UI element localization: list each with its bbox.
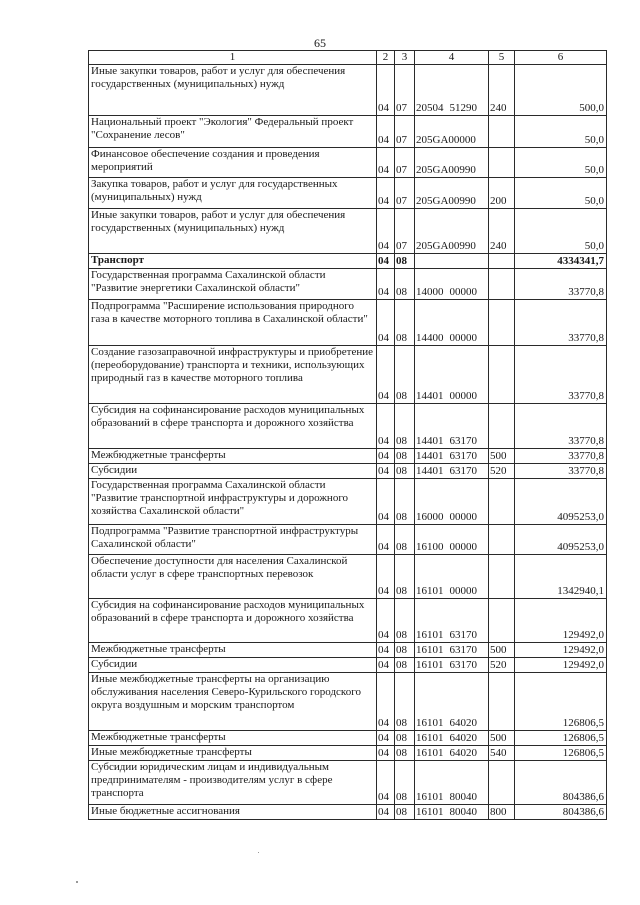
target-article-program-code: 205GA00990: [416, 164, 476, 176]
row-amount-cell: 50,0: [515, 209, 607, 254]
row-subsection-cell: 08: [395, 555, 415, 599]
row-target-article-cell: [415, 346, 489, 404]
target-article-direction-code: 63170: [449, 450, 477, 462]
row-expense-type-cell: [489, 254, 515, 269]
row-amount-cell: 804386,6: [515, 805, 607, 820]
row-name-cell: Иные бюджетные ассигнования: [89, 805, 377, 820]
row-target-article-cell: [415, 65, 489, 116]
table-row: [89, 555, 607, 599]
row-amount-cell: 126806,5: [515, 731, 607, 746]
row-name-cell: Иные закупки товаров, работ и услуг для обеспечения государственных (муниципальных) нужд: [89, 65, 377, 116]
row-expense-type-cell: 500: [489, 731, 515, 746]
target-article-program-code: 14401: [416, 390, 444, 402]
budget-table-body: [89, 51, 607, 820]
row-amount-cell: 4095253,0: [515, 525, 607, 555]
target-article-program-code: 16101: [416, 659, 444, 671]
header-cell-expense-type: 5: [489, 51, 515, 65]
target-article-program-code: 16101: [416, 732, 444, 744]
table-row: [89, 673, 607, 731]
row-target-article-cell: [415, 300, 489, 346]
row-target-article-cell: [415, 599, 489, 643]
target-article-program-code: 205GA00990: [416, 240, 476, 252]
row-expense-type-cell: [489, 148, 515, 178]
target-article-direction-code: 00000: [449, 390, 477, 402]
row-subsection-cell: 07: [395, 116, 415, 148]
row-name-cell: Субсидия на софинансирование расходов муниципальных образований в сфере транспорта и дорожного хозяйства: [89, 404, 377, 449]
row-subsection-cell: 08: [395, 404, 415, 449]
table-row: [89, 116, 607, 148]
row-name-cell: Подпрограмма "Расширение использования природного газа в качестве моторного топлива в Сахалинской области": [89, 300, 377, 346]
row-expense-type-cell: [489, 479, 515, 525]
row-target-article-cell: [415, 643, 489, 658]
scan-speck: [76, 881, 78, 883]
row-target-article-cell: [415, 269, 489, 300]
row-section-cell: 04: [377, 731, 395, 746]
row-name-cell: Межбюджетные трансферты: [89, 731, 377, 746]
table-row: [89, 178, 607, 209]
table-row: [89, 479, 607, 525]
target-article-program-code: 14000: [416, 286, 444, 298]
row-name-cell: Межбюджетные трансферты: [89, 449, 377, 464]
row-section-cell: 04: [377, 525, 395, 555]
row-name-cell: Иные межбюджетные трансферты на организацию обслуживания населения Северо-Курильского городского округа воздушным и морским транспортом: [89, 673, 377, 731]
row-section-cell: 04: [377, 479, 395, 525]
header-cell-subsection: 3: [395, 51, 415, 65]
target-article-program-code: 16101: [416, 644, 444, 656]
target-article-direction-code: 63170: [449, 644, 477, 656]
row-expense-type-cell: [489, 525, 515, 555]
row-expense-type-cell: 240: [489, 209, 515, 254]
row-target-article-cell: [415, 805, 489, 820]
row-subsection-cell: 08: [395, 525, 415, 555]
table-row: [89, 148, 607, 178]
row-expense-type-cell: 200: [489, 178, 515, 209]
target-article-direction-code: 64020: [449, 717, 477, 729]
row-subsection-cell: 08: [395, 300, 415, 346]
row-target-article-cell: [415, 404, 489, 449]
target-article-direction-code: 51290: [449, 102, 477, 114]
row-section-cell: 04: [377, 209, 395, 254]
row-target-article-cell: [415, 658, 489, 673]
row-amount-cell: 50,0: [515, 148, 607, 178]
target-article-direction-code: 00000: [449, 541, 477, 553]
row-expense-type-cell: [489, 404, 515, 449]
row-section-cell: 04: [377, 65, 395, 116]
target-article-program-code: 20504: [416, 102, 444, 114]
row-expense-type-cell: 520: [489, 464, 515, 479]
target-article-program-code: 16101: [416, 585, 444, 597]
row-section-cell: 04: [377, 599, 395, 643]
row-name-cell: Финансовое обеспечение создания и проведения мероприятий: [89, 148, 377, 178]
target-article-direction-code: 63170: [449, 465, 477, 477]
row-subsection-cell: 08: [395, 761, 415, 805]
target-article-program-code: 16101: [416, 806, 444, 818]
table-row: [89, 464, 607, 479]
row-section-cell: 04: [377, 254, 395, 269]
row-expense-type-cell: [489, 761, 515, 805]
table-row: [89, 599, 607, 643]
scan-speck: [258, 852, 259, 853]
row-expense-type-cell: 500: [489, 449, 515, 464]
table-row: [89, 300, 607, 346]
row-section-cell: 04: [377, 449, 395, 464]
target-article-direction-code: 63170: [449, 659, 477, 671]
table-row: [89, 658, 607, 673]
row-subsection-cell: 08: [395, 746, 415, 761]
row-amount-cell: 1342940,1: [515, 555, 607, 599]
target-article-direction-code: 64020: [449, 747, 477, 759]
table-row: [89, 731, 607, 746]
row-section-cell: 04: [377, 761, 395, 805]
target-article-program-code: 16101: [416, 791, 444, 803]
target-article-program-code: 16000: [416, 511, 444, 523]
row-amount-cell: 33770,8: [515, 449, 607, 464]
row-amount-cell: 500,0: [515, 65, 607, 116]
row-expense-type-cell: [489, 116, 515, 148]
table-row: [89, 449, 607, 464]
row-amount-cell: 33770,8: [515, 346, 607, 404]
row-section-cell: 04: [377, 300, 395, 346]
row-subsection-cell: 08: [395, 479, 415, 525]
row-name-cell: Межбюджетные трансферты: [89, 643, 377, 658]
table-row: [89, 761, 607, 805]
row-name-cell: Создание газозаправочной инфраструктуры и приобретение (переоборудование) транспорта и техники, использующих природный газ в качестве моторного топлива: [89, 346, 377, 404]
row-section-cell: 04: [377, 269, 395, 300]
row-section-cell: 04: [377, 805, 395, 820]
row-amount-cell: 33770,8: [515, 404, 607, 449]
row-subsection-cell: 08: [395, 254, 415, 269]
row-amount-cell: 4334341,7: [515, 254, 607, 269]
row-name-cell: Субсидии: [89, 464, 377, 479]
row-name-cell: Субсидия на софинансирование расходов муниципальных образований в сфере транспорта и дорожного хозяйства: [89, 599, 377, 643]
row-expense-type-cell: [489, 555, 515, 599]
header-cell-target-article: 4: [415, 51, 489, 65]
row-name-cell: Иные закупки товаров, работ и услуг для обеспечения государственных (муниципальных) нужд: [89, 209, 377, 254]
row-subsection-cell: 07: [395, 65, 415, 116]
row-amount-cell: 33770,8: [515, 464, 607, 479]
target-article-direction-code: 63170: [449, 435, 477, 447]
target-article-program-code: 16100: [416, 541, 444, 553]
row-amount-cell: 4095253,0: [515, 479, 607, 525]
row-target-article-cell: [415, 116, 489, 148]
row-target-article-cell: [415, 731, 489, 746]
table-row: [89, 254, 607, 269]
row-subsection-cell: 08: [395, 731, 415, 746]
row-amount-cell: 33770,8: [515, 300, 607, 346]
row-target-article-cell: [415, 746, 489, 761]
row-name-cell: Закупка товаров, работ и услуг для государственных (муниципальных) нужд: [89, 178, 377, 209]
target-article-program-code: 205GA00000: [416, 134, 476, 146]
row-expense-type-cell: 520: [489, 658, 515, 673]
row-name-cell: Национальный проект "Экология" Федеральный проект "Сохранение лесов": [89, 116, 377, 148]
row-subsection-cell: 08: [395, 643, 415, 658]
row-amount-cell: 50,0: [515, 178, 607, 209]
row-target-article-cell: [415, 761, 489, 805]
row-subsection-cell: 08: [395, 673, 415, 731]
row-amount-cell: 126806,5: [515, 746, 607, 761]
row-section-cell: 04: [377, 555, 395, 599]
row-name-cell: Обеспечение доступности для населения Сахалинской области услуг в сфере транспортных перевозок: [89, 555, 377, 599]
target-article-program-code: 14401: [416, 450, 444, 462]
row-target-article-cell: [415, 673, 489, 731]
row-amount-cell: 804386,6: [515, 761, 607, 805]
row-expense-type-cell: 240: [489, 65, 515, 116]
target-article-direction-code: 80040: [449, 806, 477, 818]
row-section-cell: 04: [377, 643, 395, 658]
row-target-article-cell: [415, 148, 489, 178]
row-subsection-cell: 08: [395, 599, 415, 643]
target-article-direction-code: 00000: [449, 585, 477, 597]
page-number: 65: [314, 36, 326, 50]
target-article-program-code: 14400: [416, 332, 444, 344]
table-row: [89, 643, 607, 658]
row-subsection-cell: 07: [395, 178, 415, 209]
table-header-row: [89, 51, 607, 65]
row-expense-type-cell: 500: [489, 643, 515, 658]
row-expense-type-cell: [489, 599, 515, 643]
row-expense-type-cell: [489, 673, 515, 731]
target-article-program-code: 16101: [416, 629, 444, 641]
row-name-cell: Транспорт: [89, 254, 377, 269]
row-section-cell: 04: [377, 116, 395, 148]
row-subsection-cell: 08: [395, 346, 415, 404]
row-name-cell: Подпрограмма "Развитие транспортной инфраструктуры Сахалинской области": [89, 525, 377, 555]
row-amount-cell: 129492,0: [515, 599, 607, 643]
target-article-program-code: 16101: [416, 747, 444, 759]
row-target-article-cell: [415, 254, 489, 269]
row-name-cell: Государственная программа Сахалинской области "Развитие энергетики Сахалинской области": [89, 269, 377, 300]
table-row: [89, 525, 607, 555]
row-name-cell: Иные межбюджетные трансферты: [89, 746, 377, 761]
row-expense-type-cell: 540: [489, 746, 515, 761]
row-subsection-cell: 07: [395, 148, 415, 178]
row-section-cell: 04: [377, 673, 395, 731]
row-name-cell: Субсидии юридическим лицам и индивидуальным предпринимателям - производителям услуг в сфере транспорта: [89, 761, 377, 805]
table-row: [89, 269, 607, 300]
row-subsection-cell: 08: [395, 805, 415, 820]
row-section-cell: 04: [377, 746, 395, 761]
target-article-program-code: 14401: [416, 435, 444, 447]
row-amount-cell: 33770,8: [515, 269, 607, 300]
header-cell-amount: 6: [515, 51, 607, 65]
row-subsection-cell: 07: [395, 209, 415, 254]
row-target-article-cell: [415, 178, 489, 209]
row-expense-type-cell: 800: [489, 805, 515, 820]
row-section-cell: 04: [377, 178, 395, 209]
row-section-cell: 04: [377, 404, 395, 449]
row-target-article-cell: [415, 555, 489, 599]
row-amount-cell: 129492,0: [515, 658, 607, 673]
target-article-direction-code: 00000: [449, 286, 477, 298]
row-expense-type-cell: [489, 269, 515, 300]
row-amount-cell: 126806,5: [515, 673, 607, 731]
row-target-article-cell: [415, 464, 489, 479]
row-amount-cell: 50,0: [515, 116, 607, 148]
row-target-article-cell: [415, 525, 489, 555]
target-article-program-code: 16101: [416, 717, 444, 729]
row-expense-type-cell: [489, 346, 515, 404]
row-section-cell: 04: [377, 148, 395, 178]
row-target-article-cell: [415, 449, 489, 464]
target-article-direction-code: 00000: [449, 332, 477, 344]
row-subsection-cell: 08: [395, 269, 415, 300]
table-row: [89, 404, 607, 449]
header-cell-name: 1: [89, 51, 377, 65]
row-target-article-cell: [415, 209, 489, 254]
target-article-direction-code: 63170: [449, 629, 477, 641]
target-article-program-code: 205GA00990: [416, 195, 476, 207]
row-section-cell: 04: [377, 658, 395, 673]
table-row: [89, 805, 607, 820]
target-article-direction-code: 80040: [449, 791, 477, 803]
header-cell-section: 2: [377, 51, 395, 65]
table-row: [89, 746, 607, 761]
row-subsection-cell: 08: [395, 449, 415, 464]
target-article-program-code: 14401: [416, 465, 444, 477]
row-target-article-cell: [415, 479, 489, 525]
row-amount-cell: 129492,0: [515, 643, 607, 658]
target-article-direction-code: 00000: [449, 511, 477, 523]
target-article-direction-code: 64020: [449, 732, 477, 744]
table-row: [89, 209, 607, 254]
row-name-cell: Государственная программа Сахалинской области "Развитие транспортной инфраструктуры и дорожного хозяйства Сахалинской области": [89, 479, 377, 525]
row-name-cell: Субсидии: [89, 658, 377, 673]
row-subsection-cell: 08: [395, 658, 415, 673]
row-subsection-cell: 08: [395, 464, 415, 479]
row-section-cell: 04: [377, 346, 395, 404]
budget-table: [88, 50, 607, 820]
row-expense-type-cell: [489, 300, 515, 346]
row-section-cell: 04: [377, 464, 395, 479]
table-row: [89, 65, 607, 116]
table-row: [89, 346, 607, 404]
